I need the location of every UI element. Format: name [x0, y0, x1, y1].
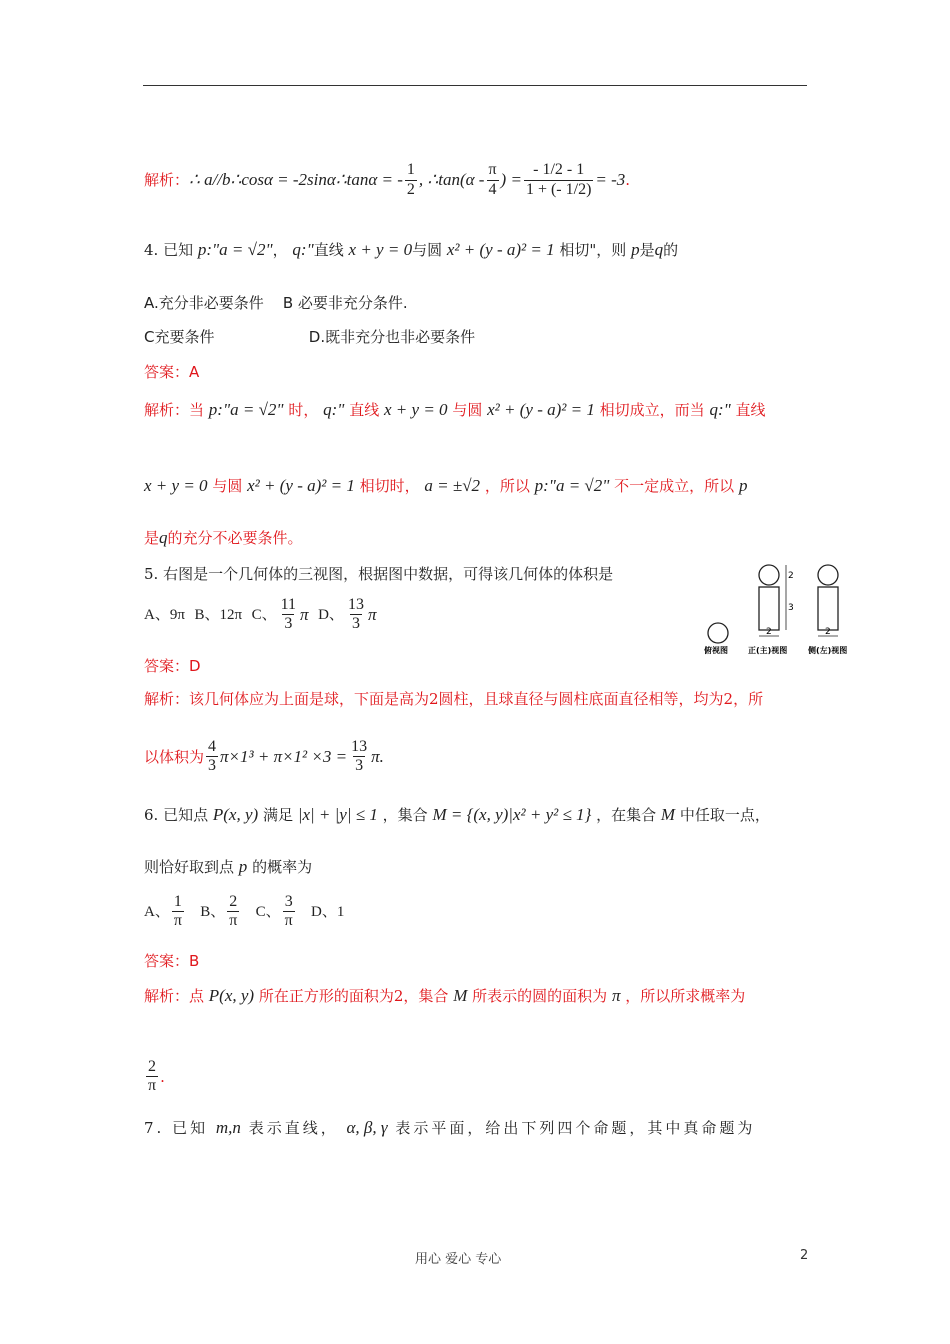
q3-analysis [144, 140, 630, 220]
q6-stem-a: 6. 已知点 [144, 806, 209, 824]
q4-sep: ， [272, 241, 288, 259]
q5-answer: 答案：D [144, 657, 201, 675]
q7-mn: m,n [215, 1118, 241, 1137]
q5-ana2-frac1: $\frac{4}{3}$ [208, 738, 217, 775]
analysis-label: 解析： [144, 171, 190, 189]
q3-expr4: = -3 [595, 169, 626, 189]
q5-opt-b: B、12π [194, 606, 243, 623]
q6-line2 [144, 857, 312, 877]
q3-frac1: $\frac{1}{2}$ [406, 161, 415, 198]
q4-ana-e: 相切成立，而当 [599, 401, 705, 419]
q3-expr3: ) = [500, 169, 522, 189]
q6-ana-b: 所在正方形的面积为2，集合 [258, 987, 449, 1005]
q4-zx: 直线 [313, 241, 344, 259]
q5-analysis-line2 [144, 738, 384, 776]
q4-ana-f: 直线 [735, 401, 766, 419]
q4-ana2-p2: p [738, 476, 748, 495]
q3-frac2: $\frac{\pi}{4}$ [488, 161, 497, 198]
q4-ana2-c: a = ±√2 [424, 476, 481, 495]
q6-answer: 答案：B [144, 952, 200, 970]
q4-ana-a: 解析：当 [144, 401, 205, 419]
q4-ana-b: 时， [288, 401, 319, 419]
q6-line2-a: 则恰好取到点 [144, 858, 235, 876]
q5-opt-c-frac: $\frac{11}{3}$ [280, 596, 297, 633]
q4-options-ab [144, 294, 408, 312]
q6-P: P(x, y) [212, 805, 259, 824]
q4-de: 的 [663, 241, 679, 259]
q4-ana3-q: q [159, 528, 168, 547]
q4-ana2-e: 不一定成立，所以 [614, 477, 735, 495]
q6-opt-b-pre: B、 [200, 903, 226, 920]
page-number: 2 [800, 1248, 809, 1263]
q4-opt-d: D.既非充分也非必要条件 [308, 328, 476, 346]
q6-ana-frac: $\frac{2}{\pi}$ [148, 1058, 157, 1095]
q6-stem-d: ，在集合 [596, 806, 657, 824]
q4-ana2-d: ，所以 [484, 477, 530, 495]
q4-xq: 相切"，则 [559, 241, 627, 259]
q4-p: p [631, 240, 640, 259]
q6-options [144, 893, 344, 931]
q4-analysis-line1 [144, 400, 766, 420]
q6-opt-b-frac: $\frac{2}{\pi}$ [229, 893, 238, 930]
q6-opt-d: D、1 [311, 903, 345, 920]
q5-ana2-frac2: $\frac{13}{3}$ [351, 738, 368, 775]
q4-stem-a: 4. 已知 [144, 241, 194, 259]
q4-analysis-line2 [144, 476, 747, 496]
q4-shi: 是 [639, 241, 655, 259]
q6-ana-c: 所表示的圆的面积为 [472, 987, 608, 1005]
q7-a: 7. 已知 [144, 1119, 209, 1137]
q4-stem [144, 240, 678, 260]
q5-ana2-mid: π×1³ + π×1² ×3 = [220, 746, 348, 766]
svg-text:侧(左)视图: 侧(左)视图 [808, 646, 848, 655]
q6-ana-a: 解析：点 [144, 987, 205, 1005]
footer-motto: 用心 爱心 专心 [415, 1252, 502, 1267]
q4-analysis-line3 [144, 528, 303, 548]
q5-opt-c-pre: C、 [251, 606, 277, 623]
q5-ana2-end: π. [371, 746, 384, 766]
q3-expr2: , ∴tan(α - [418, 169, 485, 189]
svg-text:正(主)视图: 正(主)视图 [748, 646, 788, 655]
q4-answer: 答案：A [144, 363, 200, 381]
q3-end: . [625, 171, 631, 189]
q6-stem-b: 满足 [262, 806, 293, 824]
q4-circle-eq: x² + (y - a)² = 1 [446, 240, 555, 259]
q4-yuyuan: 与圆 [412, 241, 443, 259]
svg-text:俯视图: 俯视图 [704, 646, 728, 655]
q6-set: M = {(x, y)|x² + y² ≤ 1} [432, 805, 592, 824]
q4-ana2-a: 与圆 [212, 477, 243, 495]
q7-c: 表示平面，给出下列四个命题，其中真命题为 [395, 1119, 756, 1137]
q6-opt-a-frac: $\frac{1}{\pi}$ [173, 893, 182, 930]
q3-bigfrac: $\frac{- 1/2 - 1}{1 + (- 1/2)}$ [525, 161, 592, 198]
q6-line2-p: p [238, 857, 248, 876]
q4-ana2-line: x + y = 0 [144, 476, 208, 495]
q4-p-expr: p:"a = √2" [197, 240, 273, 259]
header-rule [143, 85, 807, 86]
q4-opt-c: C充要条件 [144, 328, 215, 346]
q6-ana-P: P(x, y) [208, 986, 255, 1005]
q4-ana3-a: 是 [144, 529, 160, 547]
q4-ana-q2: q:" [709, 400, 731, 419]
q5-opt-a: A、9π [144, 606, 185, 623]
svg-text:2: 2 [788, 571, 794, 581]
q4-ana2-circle: x² + (y - a)² = 1 [247, 476, 355, 495]
q4-ana-line: x + y = 0 [384, 400, 448, 419]
q5-opt-d-pre: D、 [318, 606, 344, 623]
q5-analysis-line1: 解析：该几何体应为上面是球，下面是高为2圆柱，且球直径与圆柱底面直径相等，均为2，所 [144, 690, 764, 708]
q6-analysis [144, 986, 745, 1006]
three-view-figure [700, 560, 865, 660]
q4-ana2-b: 相切时， [359, 477, 420, 495]
q5-stem: 5. 右图是一个几何体的三视图，根据图中数据，可得该几何体的体积是 [144, 565, 614, 583]
q6-ana-pi: π [611, 986, 621, 1005]
q7-abc: α, β, γ [346, 1118, 388, 1137]
q5-opt-d-frac: $\frac{13}{3}$ [347, 596, 364, 633]
q4-q-label: q:" [292, 240, 314, 259]
q4-opt-b: B 必要非充分条件. [282, 294, 408, 312]
q6-opt-c-frac: $\frac{3}{\pi}$ [284, 893, 293, 930]
q4-opt-a: A.充分非必要条件 [144, 294, 264, 312]
q4-line-eq: x + y = 0 [348, 240, 413, 259]
svg-text:2: 2 [766, 627, 772, 637]
q7-stem [144, 1118, 755, 1138]
q6-line2-end: 的概率为 [252, 858, 313, 876]
q6-ana-end: . [160, 1067, 165, 1086]
q4-ana-circle: x² + (y - a)² = 1 [487, 400, 595, 419]
svg-text:2: 2 [825, 627, 831, 637]
q5-ana2-a: 以体积为 [144, 747, 205, 766]
q3-expr1: ∴ a//b∴cosα = -2sinα∴tanα = - [189, 169, 403, 189]
q6-ana-d: ，所以所求概率为 [625, 987, 746, 1005]
q6-M: M [660, 805, 676, 824]
q6-stem [144, 805, 770, 825]
q6-opt-c-pre: C、 [255, 903, 281, 920]
three-view-drawing [700, 560, 865, 660]
q4-ana2-p: p:"a = √2" [534, 476, 610, 495]
q4-q: q [654, 240, 664, 259]
q4-ana-q: q:" [323, 400, 345, 419]
q6-ana-M: M [453, 986, 468, 1005]
q7-b: 表示直线， [248, 1119, 339, 1137]
q4-options-cd [144, 328, 475, 346]
q4-ana-p: p:"a = √2" [208, 400, 284, 419]
q4-ana-d: 与圆 [452, 401, 483, 419]
q4-ana3-b: 的充分不必要条件。 [167, 529, 303, 547]
q6-stem-c: ，集合 [382, 806, 428, 824]
q6-opt-a-pre: A、 [144, 903, 170, 920]
q6-analysis-result [144, 1058, 165, 1096]
svg-text:3: 3 [788, 603, 794, 613]
q5-options: A、9π B、12π C、 $\frac{11}{3}$ π D、 $\frac{13}{3}$ π [144, 596, 377, 633]
q6-stem-e: 中任取一点， [679, 806, 770, 824]
q6-cond: |x| + |y| ≤ 1 [297, 805, 378, 824]
q4-ana-c: 直线 [349, 401, 380, 419]
